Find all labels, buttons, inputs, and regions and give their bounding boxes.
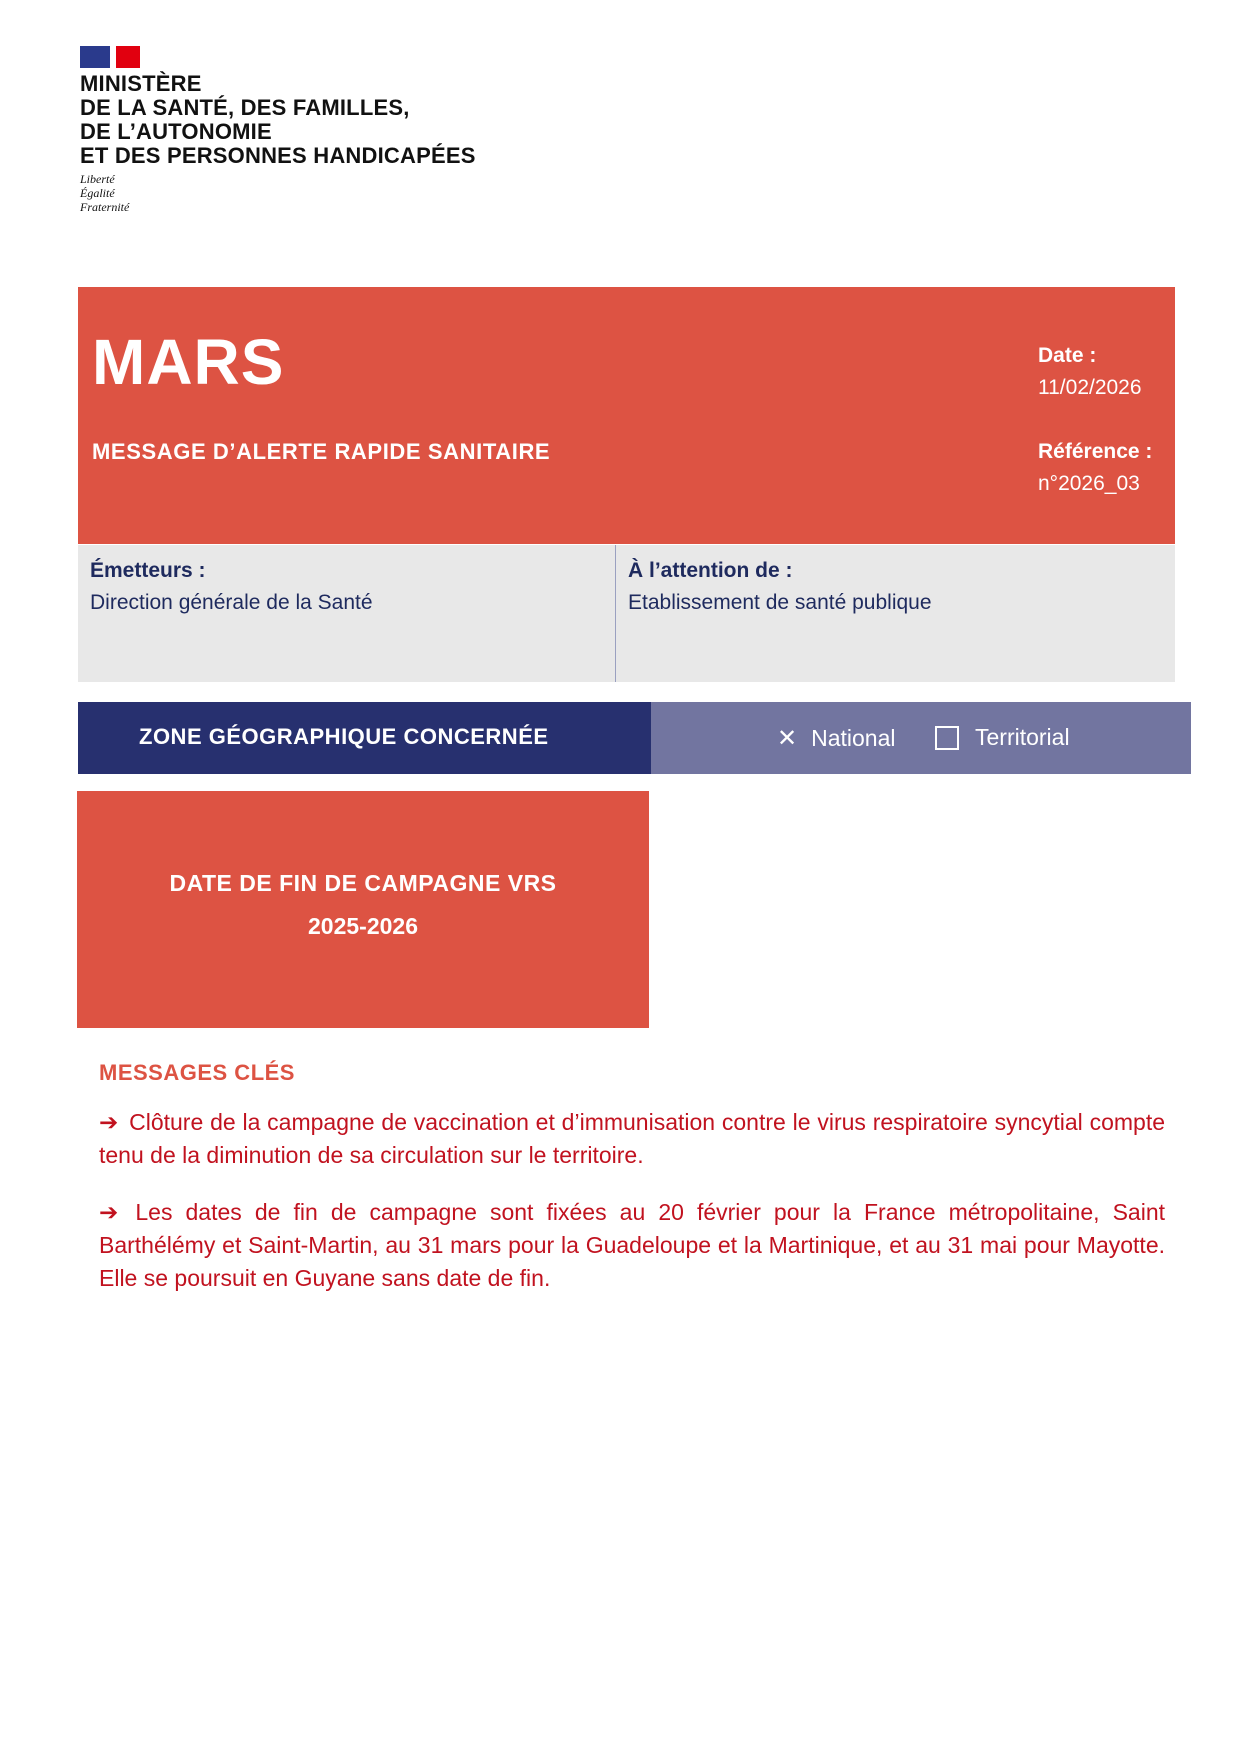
- ministry-line: DE LA SANTÉ, DES FAMILLES,: [80, 95, 410, 120]
- unchecked-box-icon: [935, 726, 959, 750]
- zone-options: [651, 702, 1191, 774]
- issuer-value: Direction générale de la Santé: [90, 591, 373, 614]
- issuer-row: [78, 545, 1175, 682]
- alert-meta: [1038, 341, 1168, 501]
- french-flag-icon: [80, 46, 140, 68]
- ministry-line: MINISTÈRE: [80, 71, 202, 96]
- date-label: Date :: [1038, 344, 1097, 367]
- ministry-line: ET DES PERSONNES HANDICAPÉES: [80, 143, 476, 168]
- alert-title: MARS: [92, 326, 285, 398]
- zone-option-territorial[interactable]: [935, 724, 1070, 751]
- reference-label: Référence :: [1038, 440, 1153, 463]
- date-value: 11/02/2026: [1038, 376, 1142, 399]
- issuer-cell: [78, 545, 616, 682]
- campaign-box: [77, 791, 649, 1028]
- motto-line: Fraternité: [80, 200, 130, 214]
- zone-option-label: National: [811, 725, 896, 751]
- republic-motto: [80, 172, 476, 214]
- zone-option-label: Territorial: [975, 724, 1070, 750]
- recipient-label: À l’attention de :: [628, 559, 793, 582]
- issuer-label: Émetteurs :: [90, 559, 206, 582]
- key-message: [99, 1106, 1165, 1172]
- zone-label-box: [78, 702, 651, 774]
- campaign-title: DATE DE FIN DE CAMPAGNE VRS: [169, 870, 557, 896]
- key-message: [99, 1196, 1165, 1295]
- ministry-logo: [80, 46, 476, 214]
- campaign-years: 2025-2026: [308, 913, 418, 939]
- ministry-name: [80, 72, 476, 168]
- reference-value: n°2026_03: [1038, 472, 1140, 495]
- key-messages-heading: MESSAGES CLÉS: [99, 1060, 295, 1085]
- ministry-line: DE L’AUTONOMIE: [80, 119, 272, 144]
- arrow-right-icon: ➔: [99, 1199, 119, 1225]
- key-message-text: Les dates de fin de campagne sont fixées au 20 février pour la France métropolitaine, Saint Barthélémy et Saint-Martin, au 31 mars pour la Guadeloupe et la Martinique, et au 31 mai pour Mayotte. Elle se poursuit en Guyane sans date de fin.: [99, 1199, 1166, 1291]
- alert-banner: [78, 287, 1175, 544]
- key-messages: [99, 1060, 1165, 1319]
- motto-line: Égalité: [80, 186, 115, 200]
- checked-x-icon: ✕: [777, 725, 798, 752]
- recipient-value: Etablissement de santé publique: [628, 591, 932, 614]
- alert-subtitle: MESSAGE D’ALERTE RAPIDE SANITAIRE: [92, 439, 551, 464]
- motto-line: Liberté: [80, 172, 115, 186]
- arrow-right-icon: ➔: [99, 1109, 119, 1135]
- recipient-cell: [616, 545, 1175, 682]
- key-message-text: Clôture de la campagne de vaccination et d’immunisation contre le virus respiratoire syncytial compte tenu de la diminution de sa circulation sur le territoire.: [99, 1109, 1166, 1168]
- zone-option-national[interactable]: [777, 724, 896, 753]
- zone-label: ZONE GÉOGRAPHIQUE CONCERNÉE: [139, 724, 549, 749]
- geographic-zone-bar: [78, 702, 1191, 774]
